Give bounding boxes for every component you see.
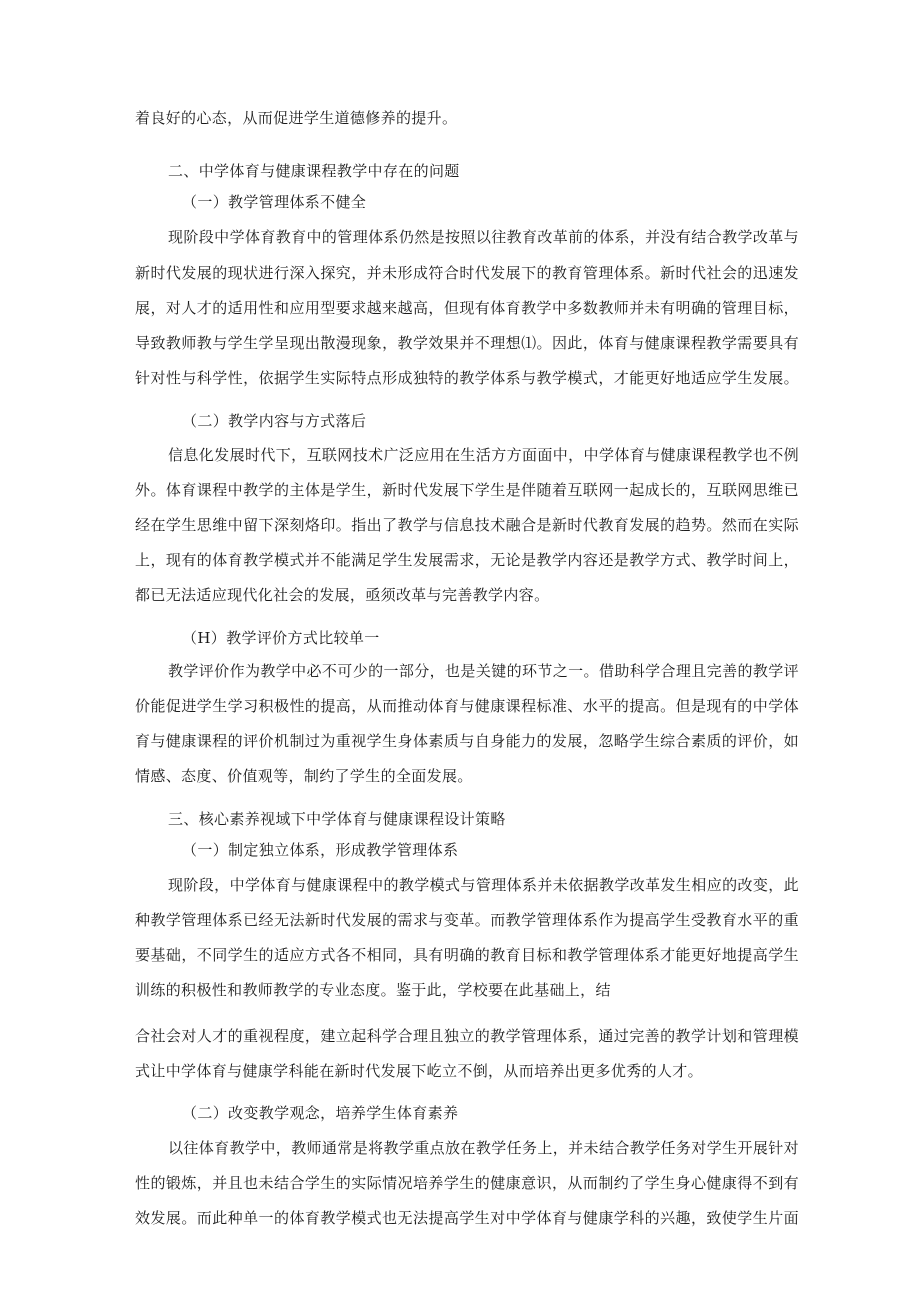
- section2-sub1-line: 导致教师教与学生学呈现出散漫现象，教学效果并不理想⑴。因此，体育与健康课程教学需要具有: [135, 334, 799, 352]
- section3-sub1-line: 合社会对人才的重视程度，建立起科学合理且独立的教学管理体系，通过完善的教学计划和管理模: [135, 1027, 799, 1045]
- section2-sub1-line: 新时代发展的现状进行深入探究，并未形成符合时代发展下的教育管理体系。新时代社会的迅速发: [135, 264, 799, 282]
- section2-sub2-line: 都已无法适应现代化社会的发展，亟须改革与完善教学内容。: [135, 586, 550, 604]
- section2-sub3-line: 育与健康课程的评价机制过为重视学生身体素质与自身能力的发展，忽略学生综合素质的评价，如: [135, 732, 799, 750]
- intro-tail-text: 着良好的心态，从而促进学生道德修养的提升。: [135, 109, 458, 127]
- section2-sub2-heading: （二）教学内容与方式落后: [182, 412, 367, 430]
- section2-sub2-line: 上，现有的体育教学模式并不能满足学生发展需求，无论是教学内容还是教学方式、教学时间上，: [135, 551, 799, 569]
- section2-sub3-heading: （H）教学评价方式比较单一: [182, 629, 380, 647]
- section2-sub2-line: 信息化发展时代下，互联网技术广泛应用在生活方方面面中，中学体育与健康课程教学也不例: [168, 446, 799, 464]
- section3-heading: 三、核心素养视域下中学体育与健康课程设计策略: [168, 810, 506, 828]
- section2-heading: 二、中学体育与健康课程教学中存在的问题: [168, 162, 460, 180]
- section2-sub3-line: 价能促进学生学习积极性的提高，从而推动体育与健康课程标准、水平的提高。但是现有的中学体: [135, 697, 799, 715]
- section2-sub3-line: 情感、态度、价值观等，制约了学生的全面发展。: [135, 767, 473, 785]
- section2-sub2-line: 经在学生思维中留下深刻烙印。指出了教学与信息技术融合是新时代教育发展的趋势。然而在实际: [135, 516, 799, 534]
- section2-sub1-heading: （一）教学管理体系不健全: [182, 193, 367, 211]
- section3-sub2-line: 性的锻炼，并且也未结合学生的实际情况培养学生的健康意识，从而制约了学生身心健康得不到有: [135, 1174, 799, 1192]
- section2-sub1-line: 展，对人才的适用性和应用型要求越来越高，但现有体育教学中多数教师并未有明确的管理目标，: [135, 299, 799, 317]
- section3-sub1-line: 种教学管理体系已经无法新时代发展的需求与变革。而教学管理体系作为提高学生受教育水平的重: [135, 911, 799, 929]
- section2-sub3-line: 教学评价作为教学中必不可少的一部分，也是关键的环节之一。借助科学合理且完善的教学评: [168, 662, 799, 680]
- section2-sub1-line: 针对性与科学性，依据学生实际特点形成独特的教学体系与教学模式，才能更好地适应学生发展。: [135, 369, 799, 387]
- section2-sub2-line: 外。体育课程中教学的主体是学生，新时代发展下学生是伴随着互联网一起成长的，互联网思维已: [135, 481, 799, 499]
- section3-sub1-line: 训练的积极性和教师教学的专业态度。鉴于此，学校要在此基础上，结: [135, 981, 611, 999]
- section3-sub2-heading: （二）改变教学观念，培养学生体育素养: [182, 1104, 459, 1122]
- section3-sub1-line: 要基础，不同学生的适应方式各不相同，具有明确的教育目标和教学管理体系才能更好地提高学生: [135, 946, 799, 964]
- section3-sub2-line: 以往体育教学中，教师通常是将教学重点放在教学任务上，并未结合教学任务对学生开展针对: [168, 1139, 799, 1157]
- section3-sub1-line: 式让中学体育与健康学科能在新时代发展下屹立不倒，从而培养出更多优秀的人才。: [135, 1062, 703, 1080]
- section2-sub1-line: 现阶段中学体育教育中的管理体系仍然是按照以往教育改革前的体系，并没有结合教学改革与: [168, 228, 799, 246]
- section3-sub1-heading: （一）制定独立体系，形成教学管理体系: [182, 841, 459, 859]
- section3-sub2-line: 效发展。而此种单一的体育教学模式也无法提高学生对中学体育与健康学科的兴趣，致使学生片面: [135, 1209, 799, 1227]
- section3-sub1-line: 现阶段，中学体育与健康课程中的教学模式与管理体系并未依据教学改革发生相应的改变，此: [168, 876, 799, 894]
